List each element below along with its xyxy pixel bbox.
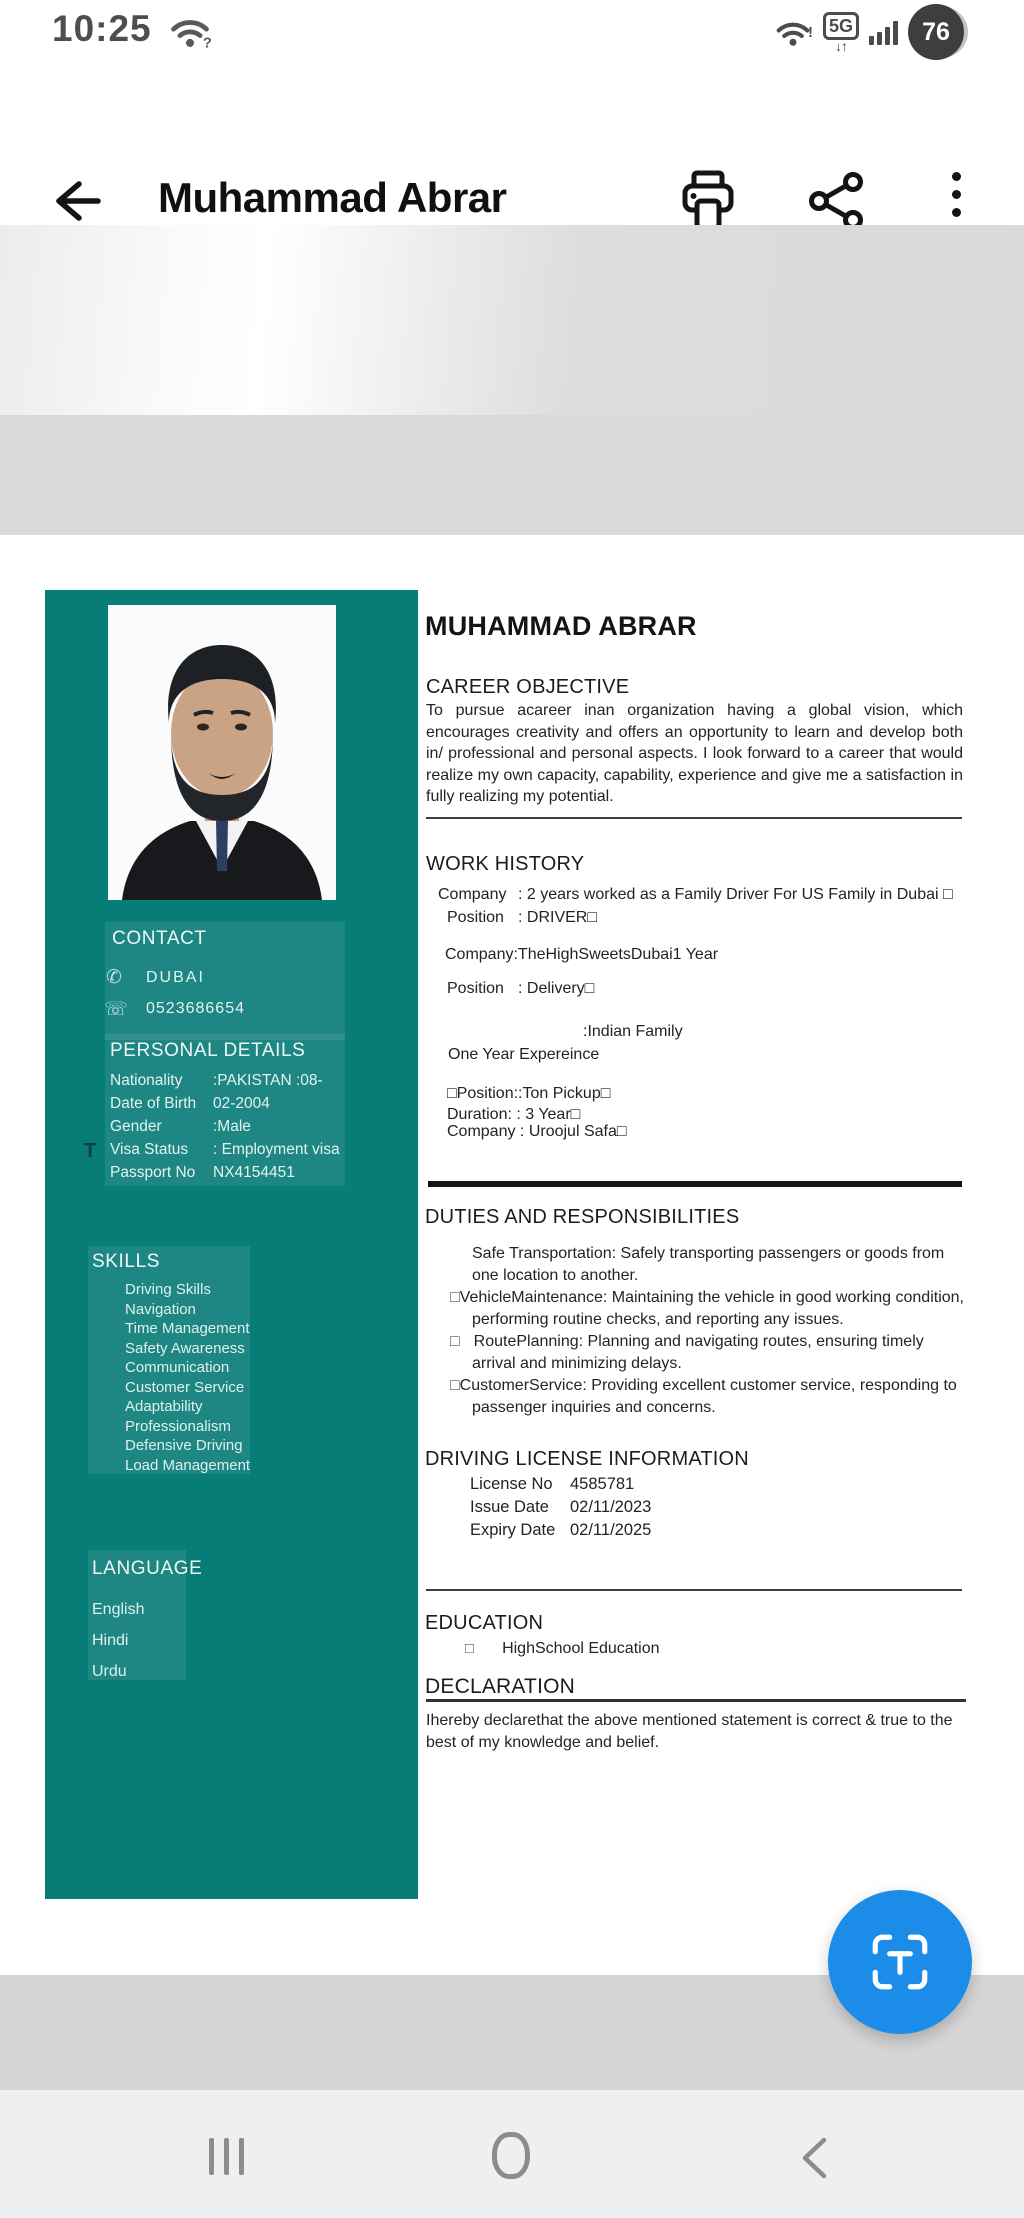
skills-heading: SKILLS	[92, 1251, 161, 1272]
work-row: Position : DRIVER□	[447, 909, 598, 926]
duties-heading: DUTIES AND RESPONSIBILITIES	[425, 1206, 740, 1228]
duty-item: □VehicleMaintenance: Maintaining the vehicle in good working condition, performing routine checks, and reporting any issues.	[450, 1289, 964, 1328]
checkbox-glyph: □	[465, 1640, 475, 1657]
license-heading: DRIVING LICENSE INFORMATION	[425, 1448, 749, 1470]
license-row: Expiry Date 02/11/2025	[470, 1521, 652, 1539]
wifi-alert-mark: !	[807, 24, 813, 41]
status-bar	[0, 0, 1024, 60]
declaration-underline	[426, 1699, 966, 1702]
recents-button[interactable]	[209, 2138, 244, 2175]
declaration-text: Ihereby declarethat the above mentioned statement is correct & true to the best of my knowledge and belief.	[426, 1712, 953, 1751]
back-nav-button[interactable]	[795, 2135, 833, 2186]
battery-icon	[908, 4, 968, 60]
language-heading: LANGUAGE	[92, 1558, 203, 1579]
personal-details-heading: PERSONAL DETAILS	[110, 1040, 306, 1061]
personal-row: Passport No NX4154451	[110, 1164, 295, 1181]
phone-location-icon: ✆	[106, 967, 122, 988]
duty-item: □CustomerService: Providing excellent customer service, responding to passenger inquiries and concerns.	[450, 1377, 957, 1416]
education-heading: EDUCATION	[425, 1612, 544, 1634]
skill-item: Adaptability	[125, 1398, 203, 1415]
language-list	[92, 1594, 144, 1687]
work-row: □Position: :Ton Pickup□	[447, 1085, 611, 1102]
home-button[interactable]	[492, 2132, 530, 2179]
skill-item: Communication	[125, 1359, 230, 1376]
skill-item: Customer Service	[125, 1378, 245, 1396]
stray-mark: T	[84, 1140, 97, 1162]
duty-item: Safe Transportation: Safely transporting passengers or goods from one location to another.	[472, 1245, 945, 1284]
clock: 10:25	[52, 8, 152, 49]
network-5g-icon: 5G ↓↑	[823, 12, 859, 52]
phone-number-icon: ☏	[104, 999, 128, 1020]
more-options-button[interactable]	[952, 172, 961, 217]
work-row: Company : 2 years worked as a Family Driver For US Family in Dubai □	[438, 886, 953, 903]
personal-row: Nationality :PAKISTAN :08-	[110, 1072, 323, 1089]
declaration-heading: DECLARATION	[425, 1675, 575, 1698]
objective-heading: CAREER OBJECTIVE	[426, 676, 630, 698]
work-row: One Year Expereince	[448, 1046, 600, 1063]
app-bar	[0, 60, 1024, 225]
divider	[426, 1589, 962, 1591]
work-row: Company:TheHighSweetsDubai1 Year	[445, 946, 719, 963]
wifi-alert-icon	[774, 16, 813, 48]
name-underline	[428, 1181, 962, 1187]
contact-heading: CONTACT	[112, 928, 207, 949]
language-item: Hindi	[92, 1632, 129, 1649]
skill-item: Driving Skills	[125, 1281, 211, 1298]
wifi-question-icon	[168, 12, 212, 50]
skills-list	[125, 1280, 250, 1475]
personal-row: Visa Status : Employment visa	[110, 1141, 340, 1158]
license-rows	[470, 1473, 651, 1542]
personal-row: Gender :Male	[110, 1118, 251, 1135]
page-gap-shine	[0, 225, 1024, 415]
personal-details-rows	[110, 1069, 340, 1184]
status-right-cluster	[774, 4, 968, 60]
cv-name: MUHAMMAD ABRAR	[425, 611, 697, 641]
back-button[interactable]	[46, 178, 104, 229]
license-row: Issue Date 02/11/2023	[470, 1498, 652, 1516]
work-row: Company : Uroojul Safa□	[447, 1123, 627, 1140]
duties-list	[450, 1243, 968, 1419]
page-title: Muhammad Abrar	[158, 174, 507, 221]
signal-bars-icon	[869, 19, 898, 45]
skill-item: Time Management	[125, 1320, 250, 1337]
skill-item: Load Management	[125, 1456, 251, 1474]
skill-item: Defensive Driving	[125, 1437, 243, 1454]
duty-item: □ RoutePlanning: Planning and navigating routes, ensuring timely arrival and minimizing delays.	[450, 1333, 924, 1372]
page-gap-gray	[0, 415, 1024, 535]
battery-percent: 76	[908, 4, 964, 60]
objective-text: To pursue acareer inan organization having a global vision, which encourages creativity and offers an opportunity to learn and develop both in/ professional and personal aspects. I look forward to a career that would realize my own capacity, capability, experience and give me a satisfaction in fully realizing my potential.	[426, 702, 963, 805]
svg-text:?: ?	[202, 35, 212, 50]
license-row: License No 4585781	[470, 1475, 635, 1493]
work-row: Position : Delivery□	[447, 980, 595, 997]
work-row: Duration: : 3 Year□	[447, 1106, 581, 1123]
skill-item: Professionalism	[125, 1417, 231, 1435]
personal-row: Date of Birth 02-2004	[110, 1095, 270, 1112]
work-row: :Indian Family	[583, 1023, 683, 1040]
skill-item: Safety Awareness	[125, 1339, 245, 1357]
profile-photo	[108, 605, 336, 900]
divider	[426, 817, 962, 819]
work-history-heading: WORK HISTORY	[426, 853, 585, 875]
language-item: Urdu	[92, 1663, 127, 1680]
contact-location: DUBAI	[146, 969, 205, 986]
contact-phone: 0523686654	[146, 1000, 245, 1017]
skill-item: Navigation	[125, 1300, 196, 1318]
education-item: □ HighSchool Education	[465, 1640, 660, 1657]
language-item: English	[92, 1601, 145, 1618]
text-scan-fab[interactable]	[828, 1890, 972, 2034]
